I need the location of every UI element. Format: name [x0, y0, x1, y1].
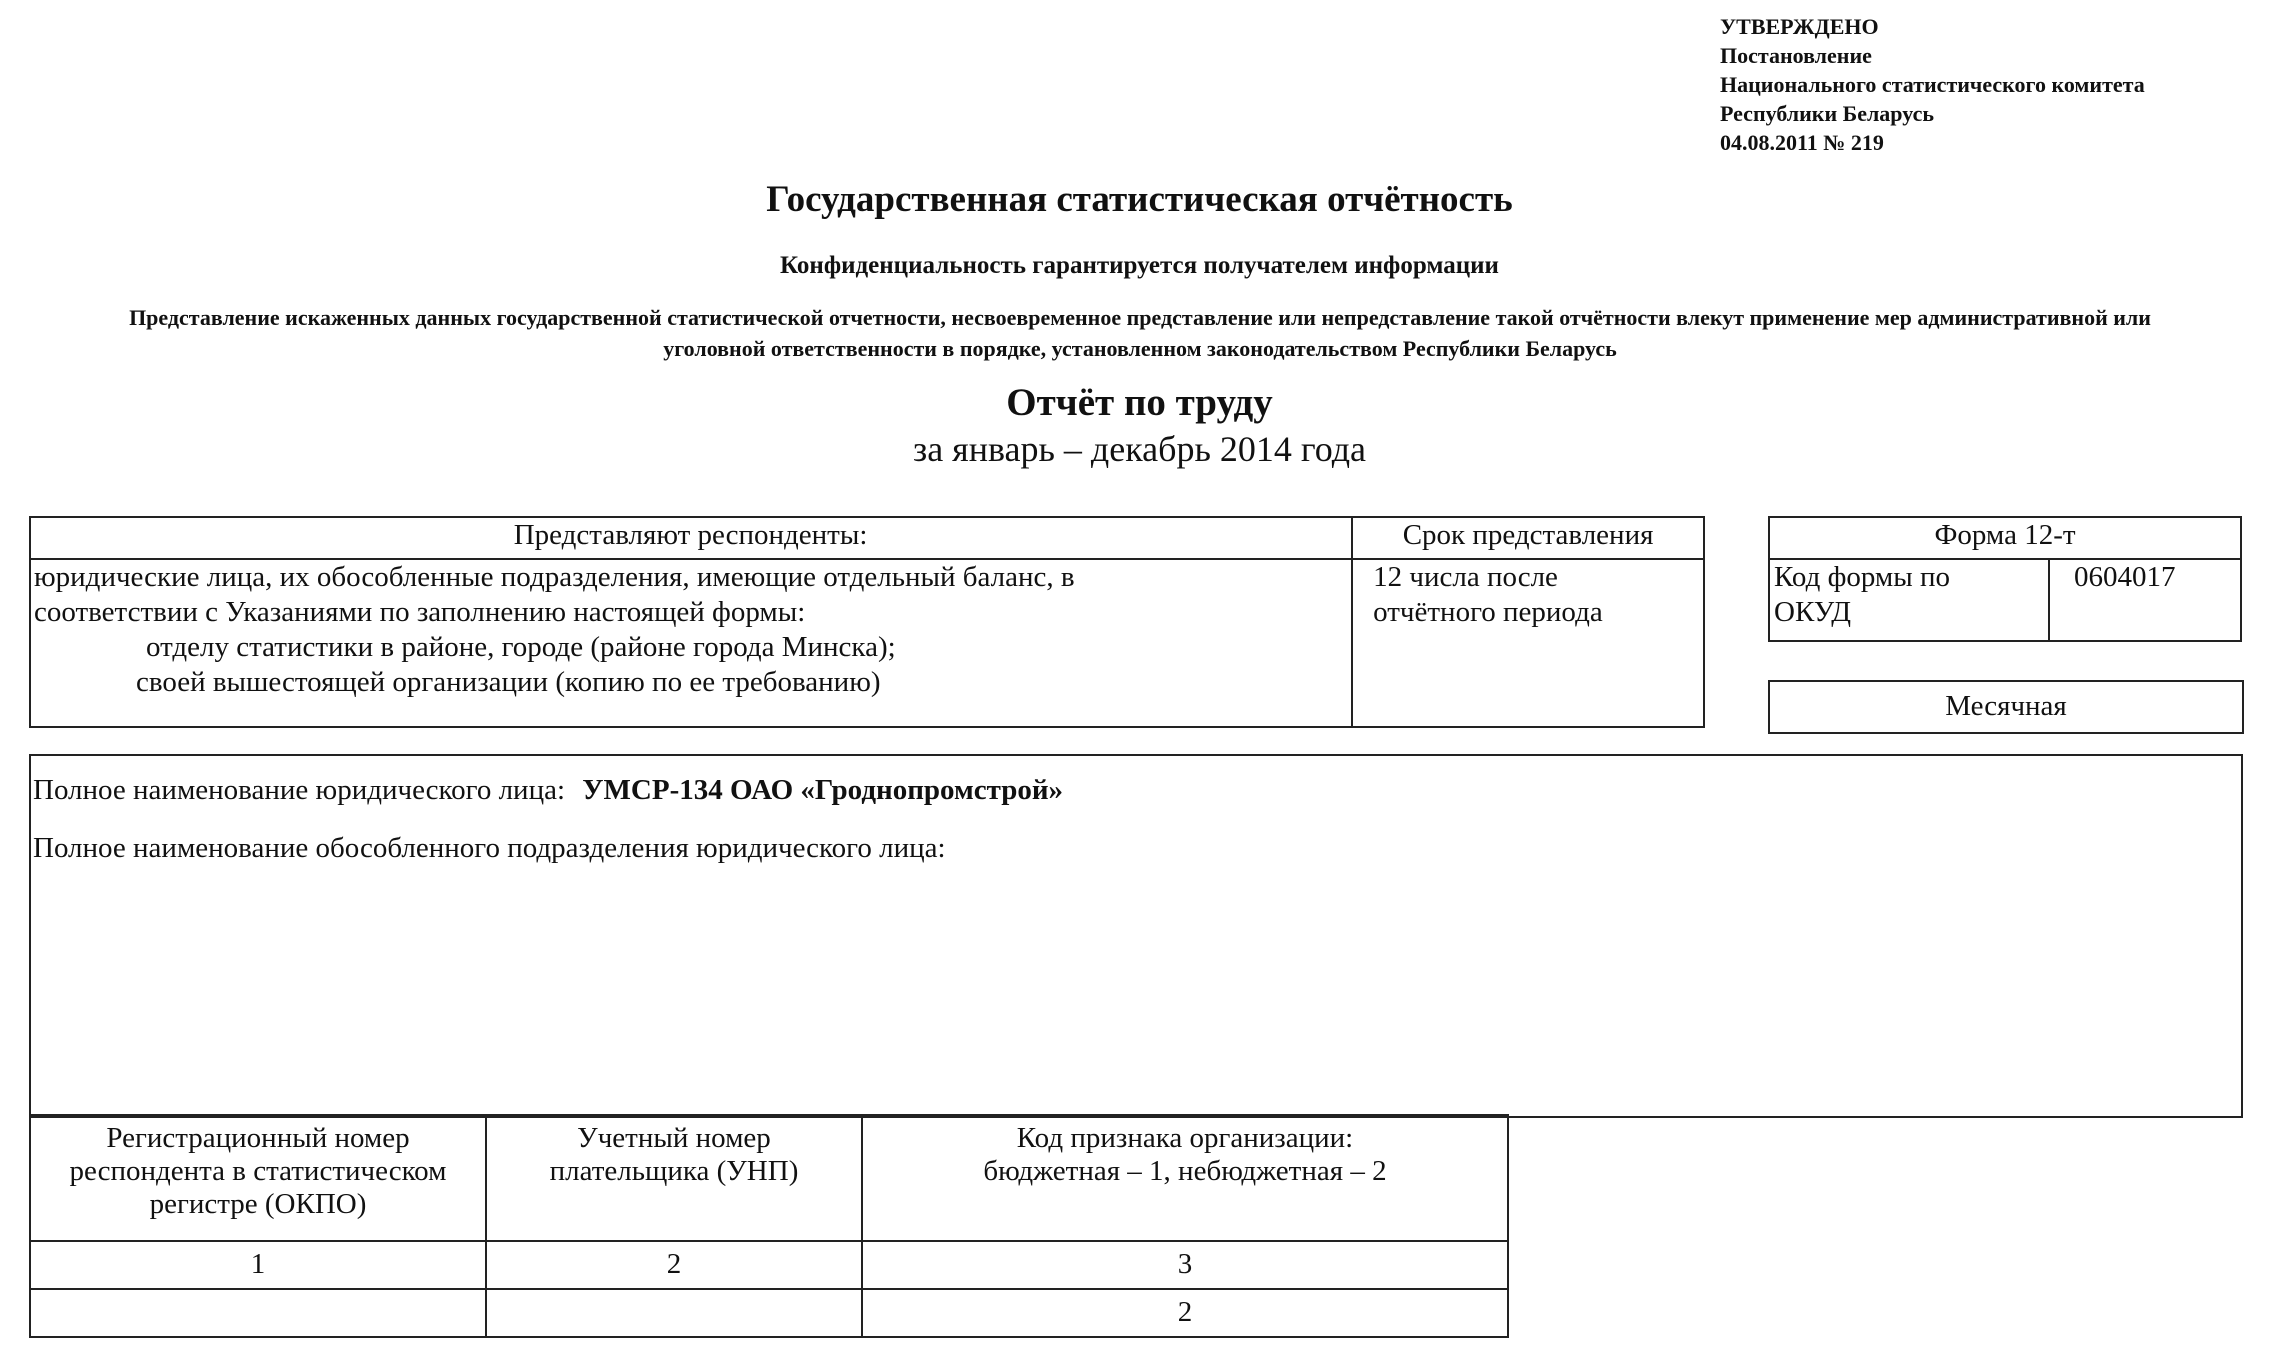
respondents-text: юридические лица, их обособленные подразделения, имеющие отдельный баланс, в [34, 561, 1075, 593]
column-number: 2 [486, 1241, 862, 1289]
respondents-table [29, 516, 1705, 728]
branch-name-label: Полное наименование обособленного подразделения юридического лица: [33, 832, 946, 864]
respondents-text: соответствии с Указаниями по заполнению настоящей формы: [34, 596, 806, 628]
approval-line: УТВЕРЖДЕНО [1720, 14, 1879, 39]
document-title: Государственная статистическая отчётность [766, 179, 1513, 220]
respondents-text: отделу статистики в районе, городе (районе города Минска); [146, 631, 896, 663]
approval-line: 04.08.2011 № 219 [1720, 130, 1884, 155]
unp-header [486, 1115, 862, 1241]
org-type-value-cell[interactable]: 2 [862, 1289, 1508, 1337]
deadline-text: 12 числа после [1373, 561, 1558, 593]
organization-name-label: Полное наименование юридического лица: [33, 774, 566, 806]
header-line: респондента в статистическом [69, 1155, 447, 1187]
respondents-text: своей вышестоящей организации (копию по ее требованию) [136, 666, 881, 698]
okud-label [1769, 559, 2049, 641]
confidentiality-note: Конфиденциальность гарантируется получателем информации [780, 252, 1499, 279]
okud-label-line: Код формы по [1774, 561, 1951, 593]
okpo-value-cell[interactable] [30, 1289, 486, 1337]
respondents-header: Представляют респонденты: [30, 517, 1352, 559]
organization-name-box [29, 754, 2243, 1118]
column-number: 1 [30, 1241, 486, 1289]
header-line: Учетный номер [577, 1122, 771, 1154]
deadline-cell [1352, 559, 1704, 727]
report-period: за январь – декабрь 2014 года [912, 429, 1367, 469]
unp-value-cell[interactable] [486, 1289, 862, 1337]
okud-label-line: ОКУД [1774, 596, 1852, 628]
report-title: Отчёт по труду [1006, 381, 1273, 424]
column-number: 3 [862, 1241, 1508, 1289]
header-line: Регистрационный номер [106, 1122, 410, 1154]
approval-line: Постановление [1720, 43, 1872, 68]
deadline-text: отчётного периода [1373, 596, 1603, 628]
header-line: бюджетная – 1, небюджетная – 2 [983, 1155, 1387, 1187]
form-code-table [1768, 516, 2242, 642]
respondents-cell [30, 559, 1352, 727]
header-line: Код признака организации: [1016, 1122, 1354, 1154]
deadline-header: Срок представления [1352, 517, 1704, 559]
okud-code: 0604017 [2049, 559, 2241, 641]
form-name: Форма 12-т [1769, 517, 2241, 559]
frequency-box: Месячная [1768, 680, 2244, 734]
okpo-header [30, 1115, 486, 1241]
header-line: регистре (ОКПО) [149, 1188, 367, 1220]
header-line: плательщика (УНП) [549, 1155, 799, 1187]
approval-line: Республики Беларусь [1720, 101, 1934, 126]
codes-table [29, 1114, 1509, 1338]
organization-name-value[interactable]: УМСР-134 ОАО «Гроднопромстрой» [582, 774, 1064, 806]
legal-warning: Представление искаженных данных государственной статистической отчетности, несвоевременное представление или непредставление такой отчётности влекут применение мер административной или уголовной ответственности в порядке, установленном законодательством Республики Беларусь [129, 305, 2151, 361]
organization-name-line [33, 774, 1063, 807]
approval-stamp [1720, 12, 2260, 157]
approval-line: Национального статистического комитета [1720, 72, 2145, 97]
org-type-header [862, 1115, 1508, 1241]
